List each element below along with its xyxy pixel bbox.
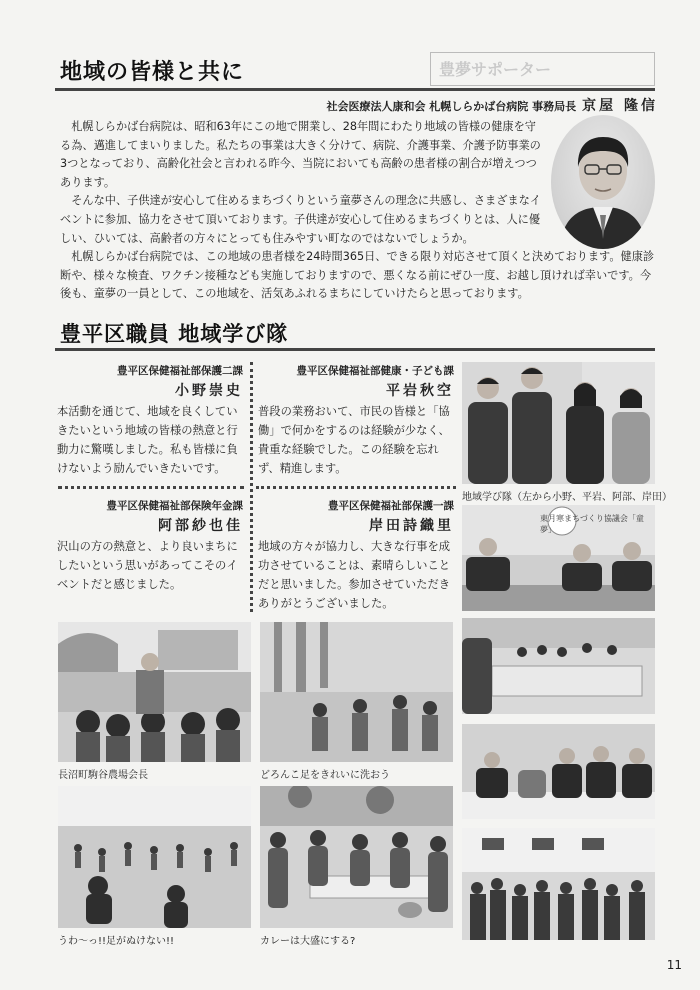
farm-photo [58, 622, 251, 762]
intro-paragraph: そんな中、子供達が安心して住めるまちづくりという童夢さんの理念に共感し、さまざまなイベントに参加、協力をさせて頂いております。子供達が安心して住めるまちづくりとは、人に優しい、ひいては、高齢者の方々にとっても住みやすい町なのではないでしょうか。 [60, 194, 541, 245]
member-dept: 豊平区保健福祉部健康・子ども課 [296, 365, 454, 377]
dotted-divider [256, 486, 456, 489]
member-text: 地域の方々が協力し、大きな行事を成功させていることは、素晴らしいことだと思いました。参加させていただきありがとうございました。 [258, 540, 451, 610]
team-photo [462, 362, 655, 484]
crowd-photo [462, 828, 655, 940]
section-title: 豊平区職員 地域学び隊 [60, 322, 289, 346]
dotted-divider [58, 486, 244, 489]
intro-text [60, 118, 655, 304]
member-name: 小野崇史 [175, 383, 243, 399]
washing-photo [260, 622, 453, 762]
title-rule [55, 88, 655, 91]
member-dept: 豊平区保健福祉部保護一課 [328, 500, 454, 512]
section-title: 地域の皆様と共に [60, 60, 245, 85]
banner-text: 東月寒まちづくり協議会「童夢」 [540, 514, 644, 534]
member-comment [57, 497, 243, 594]
photo-caption: どろんこ足をきれいに洗おう [260, 770, 390, 781]
member-dept: 豊平区保健福祉部保険年金課 [106, 500, 243, 512]
page-number: 11 [666, 958, 682, 972]
member-comment [258, 362, 454, 478]
dotted-divider [250, 362, 253, 612]
member-name: 阿部紗也佳 [158, 518, 243, 534]
intro-paragraph: 札幌しらかば台病院は、昭和63年にこの地で開業し、28年間にわたり地域の皆様の健康を守る為、邁進してまいりました。私たちの事業は大きく分けて、病院、介護事業、介護予防事業の3つとなっており、高齢化社会と言われる昨今、当院においても高齢の患者様の割合が増えつつあります。 [60, 120, 541, 189]
photo-caption: 長沼町駒谷農場会長 [58, 770, 148, 781]
member-comment [57, 362, 243, 478]
member-text: 普段の業務おいて、市民の皆様と「協働」で何かをするのは経験が少なく、貴重な経験でした。この経験を忘れず、精進します。 [258, 405, 450, 475]
meeting-photo [462, 618, 655, 714]
member-name: 平岩秋空 [386, 383, 454, 399]
paddy-photo [58, 786, 251, 928]
photo-caption: うわ〜っ!!足がぬけない!! [58, 936, 175, 947]
author-line [300, 95, 658, 115]
author-portrait [551, 115, 655, 249]
member-name: 岸田詩織里 [369, 518, 454, 534]
member-text: 本活動を通じて、地域を良くしていきたいという地域の皆様の熱意と行動力に驚嘆しました。私も皆様に負けないよう励んでいきたいです。 [57, 405, 238, 475]
photo-caption: カレーは大盛にする? [260, 936, 356, 947]
member-dept: 豊平区保健福祉部保護二課 [117, 365, 243, 377]
author-name: 京屋 隆信 [582, 98, 658, 114]
meeting-photo [462, 724, 655, 819]
meeting-photo [462, 505, 655, 611]
background-heading: 豊夢サポーター [430, 52, 655, 86]
title-rule [55, 348, 655, 351]
member-text: 沢山の方の熱意と、より良いまちにしたいという思いがあってこそのイベントだと感じました。 [57, 540, 238, 591]
intro-paragraph: 札幌しらかば台病院では、この地域の患者様を24時間365日、できる限り対応させて頂くと決めております。健康診断や、様々な検査、ワクチン接種なども実施しておりますので、悪くなる前にぜひ一度、お越し頂ければ幸いです。今後も、童夢の一員として、この地域を、活気あふれるまちにしていけたらと思っております。 [60, 250, 655, 301]
author-org: 社会医療法人康和会 札幌しらかば台病院 事務局長 [326, 100, 577, 113]
member-comment [258, 497, 454, 613]
photo-caption: 地域学び隊（左から小野、平岩、阿部、岸田） [462, 492, 672, 503]
curry-photo [260, 786, 453, 928]
